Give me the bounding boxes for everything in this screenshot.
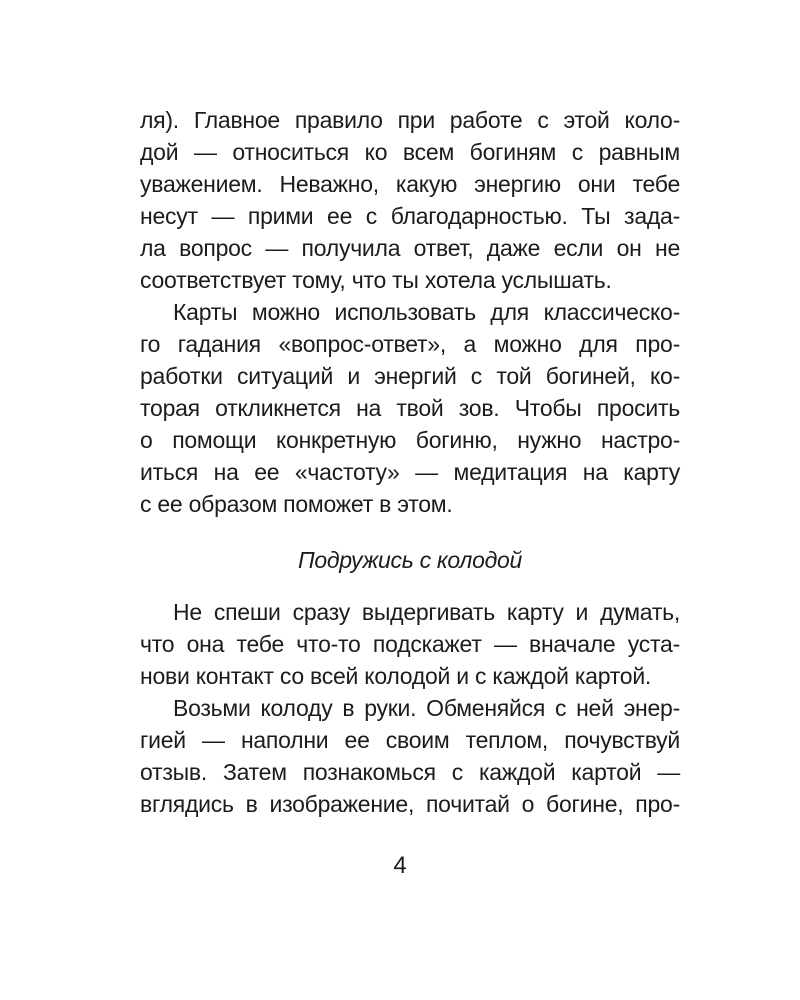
paragraph: [140, 692, 680, 820]
text-line: несут — прими ее с благодарностью. Ты зада-: [140, 203, 680, 229]
text-line: ла вопрос — получила ответ, даже если он не: [140, 235, 680, 261]
text-line: Не спеши сразу выдергивать карту и думать,: [173, 599, 680, 625]
page-number: 4: [393, 852, 407, 879]
text-line: с ее образом поможет в этом.: [140, 491, 453, 517]
paragraph: [140, 596, 680, 692]
text-line: о помощи конкретную богиню, нужно настро-: [140, 427, 680, 453]
text-line: иться на ее «частоту» — медитация на карту: [140, 459, 680, 485]
text-line: отзыв. Затем познакомься с каждой картой —: [140, 759, 680, 785]
text-block: [140, 104, 680, 820]
text-line: торая откликнется на твой зов. Чтобы просить: [140, 395, 680, 421]
text-line: вглядись в изображение, почитай о богине, про-: [140, 791, 680, 817]
section-heading: Подружись с колодой: [298, 547, 522, 573]
text-line: го гадания «вопрос-ответ», а можно для про-: [140, 331, 680, 357]
text-line: уважением. Неважно, какую энергию они тебе: [140, 171, 680, 197]
text-line: Карты можно использовать для классическо-: [173, 299, 680, 325]
text-line: дой — относиться ко всем богиням с равным: [140, 139, 680, 165]
text-line: работки ситуаций и энергий с той богиней, ко-: [140, 363, 680, 389]
paragraph: [140, 296, 680, 520]
text-line: что она тебе что-то подскажет — вначале уста-: [140, 631, 680, 657]
paragraph: [140, 104, 680, 296]
text-line: соответствует тому, что ты хотела услышать.: [140, 267, 612, 293]
text-line: Возьми колоду в руки. Обменяйся с ней энер-: [173, 695, 680, 721]
text-line: ля). Главное правило при работе с этой коло-: [140, 107, 680, 133]
text-line: гией — наполни ее своим теплом, почувствуй: [140, 727, 680, 753]
text-line: нови контакт со всей колодой и с каждой картой.: [140, 663, 652, 689]
